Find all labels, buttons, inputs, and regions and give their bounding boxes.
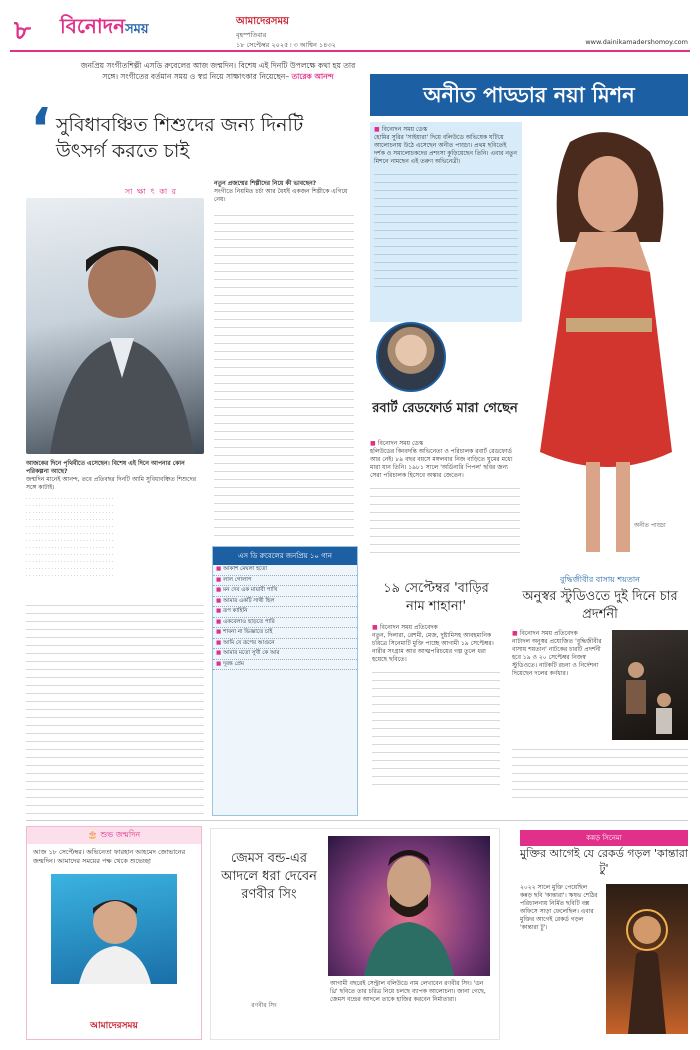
kantara-headline: মুক্তির আগেই যে রেকর্ড গড়ল 'কান্তারা টু' [520,847,688,875]
woman-in-red-dress-icon [500,122,688,552]
shahana-section-label: ■ বিনোদন সময় প্রতিবেদক [372,624,438,631]
kantara-label: কন্নড় সিনেমা [520,830,688,846]
song-item: ■ আকাশ মেঘলা হতো [213,565,357,576]
website[interactable]: www.dainikamadershomoy.com [585,38,688,46]
movie-poster-figure-icon [606,884,688,1034]
theatre-kicker: বুদ্ধিজীবীর বাসায় শয়তান [560,575,640,584]
rubel-photo [26,198,204,454]
song-item: ■ রূপ কাহিনি [213,607,357,618]
quote-mark-icon: ‘ [30,97,52,162]
theatre-headline: অনুস্বর স্টুডিওতে দুই দিনে চার প্রদর্শনী [522,589,678,622]
header-date: ১৮ সেপ্টেম্বর ২০২৫ ৷ ৩ আশ্বিন ১৪৩২ [236,41,336,49]
section-title-part1: বিনোদন [60,14,126,38]
ranveer-headline: জেমস বন্ড-এর আদলে ধরা দেবেন রণবীর সিং [221,851,317,902]
interview-intro-text: জনপ্রিয় সংগীতশিল্পী এসডি রুবেলের আজ জন্মদিন। বিশেষ এই দিনটি উপলক্ষে কথা হয় তার সঙ্গে। সংগীতের বর্তমান সময় ও স্বপ্ন নিয়ে সাক্ষাৎকার নিয়েছেন– [80,61,356,81]
songs-list [213,565,357,670]
anindo-caption: অনীত পাড্ডা [634,522,666,529]
interview-text-lines [214,210,354,540]
interview-a1: জন্মদিন মানেই আনন্দ, তবে প্রতিবছর দিনটি আমি সুবিধাবঞ্চিত শিশুদের সঙ্গে কাটাই। [26,476,197,491]
redford-body: হলিউডের কিংবদন্তি অভিনেতা ও পরিচালক রবার্ট রেডফোর্ড আর নেই। ৮৯ বছর বয়সে মঙ্গলবার নিজ বাড়িতে ঘুমের মধ্যে মারা যান তিনি। ১৯৮১ সালে 'অর্ডিনারি পিপল' ছবির জন্য সেরা পরিচালক হিসেবে অস্কার জেতেন। [370,448,513,479]
anindo-body: হোমির সুরির 'সাইয়ারা' দিয়ে বলিউডে অভিষেক ঘটিয়ে আলোচনায় উঠে এসেছেন অনীত পাড্ডা। প্রথম ছবিতেই দর্শক ও সমালোচকদের প্রশংসা কুড়িয়েছেন তিনি। এবার নতুন মিশনে নামছেন এই তরুণ অভিনেত্রী। [374,134,517,165]
masthead-logo: আমাদেরসময় [236,16,289,27]
cake-icon: 🎂 [87,830,101,839]
song-item: ■ শাবনা না ভিজ্ঞাতে চাই [213,628,357,639]
stage-performers-icon [612,630,688,740]
kantara-poster [606,884,688,1034]
man-with-beard-icon [328,836,490,976]
interview-intro [78,60,358,82]
birthday-label: 🎂 শুভ জন্মদিন [27,827,201,844]
interview-tag: সা ক্ষা ৎ কা র [124,187,178,196]
interview-headline: সুবিধাবঞ্চিত শিশুদের জন্য দিনটি উৎসর্গ করতে চাই [56,114,304,162]
theatre-photo [612,630,688,740]
interview-body-col1: আজকের দিনে পৃথিবীতে এসেছেন। বিশেষ এই দিনে আপনার কোন পরিকল্পনা আছে? জন্মদিন মানেই আনন্দ, তবে প্রতিবছর দিনটি আমি সুবিধাবঞ্চিত শিশুদের সঙ্গে কাটাই। · · · · · · · · · · · · · · · · · · · · · · · · · · · · · · · · · · · · · · · · · · · · · · · · · · · · · · · · · · · · · · · · · · · · · · · · · · · · · · · · · · · · · · · · · · · · · · · · · · · · · · · · · · · · · · · · · · · · · · · · · · · · · · · · · · · · · · · · · · · · · · · · · · · · · · · · · · · · · · · · · · · · · · · · · · · · · · · · · · · · · · · · · · · · · · · · · · · · · · · · · · · · · · · · · · · · · · · · · · · · · · · · · · · · · · · · · · · · · · · · · · · · · · · · · · · · · · · · · · · · · · · · · · · · · · · · · · · · · · · · · · · · · · · · · · · · · · · · · · · · · · · · · · · · · · · · · · · · · · · · · · · · · · · · · · · · · · · · [26,460,204,580]
redford-text [370,440,520,553]
theatre-body: নাট্যদল অনুস্বর প্রযোজিত 'বুদ্ধিজীবীর বাসায় শয়তান' নাটকের চারটি প্রদর্শনী হবে ১৯ ও ২০ সেপ্টেম্বর নিজস্ব স্টুডিওতে। নাটকটি রচনা ও নির্দেশনা দিয়েছেন দলের কর্ণধার। [512,638,602,677]
interview-body-col2 [214,180,354,204]
bottom-separator [26,820,688,821]
header-day: বৃহস্পতিবার [236,31,267,39]
person-portrait-icon [51,874,179,984]
anindo-photo [500,122,688,552]
song-item: ■ একবেলাও ছাড়তে পারি [213,618,357,629]
redford-photo [376,322,446,392]
header-rule [10,50,690,52]
ranveer-photo [328,836,490,976]
kantara-text: ২০২২ সালে মুক্তি পেয়েছিল কন্নড় ছবি 'কান্তারা'। ঋষভ শেঠির পরিচালনায় নির্মিত ছবিটি বক্স অফিসে সাড়া ফেলেছিল। এবার মুক্তির আগেই রেকর্ড গড়ল 'কান্তারা টু'। [520,884,598,931]
section-title-part2: সময় [125,22,149,37]
ranveer-caption: রণবীর সিং [251,1002,277,1009]
birthday-text: আজ ১৮ সেপ্টেম্বর। অভিনেতা ফারহান আহমেদ জোভানের জন্মদিন। আমাদের সময়ের পক্ষ থেকে শুভেচ্ছা [33,848,186,865]
anindo-headline: অনীত পাড্ডার নয়া মিশন [423,83,635,107]
interview-q2: নতুন প্রজন্মের শিল্পীদের নিয়ে কী ভাবছেন? [214,180,317,187]
shahana-text [372,624,500,785]
interview-text-lines-bottom [26,600,204,816]
jovan-photo [51,874,177,984]
shahana-body: নতুন, দিলারা, রেশমী, মেজ, দুষ্টামিসহ আবহমানিক চরিত্রে সিনেমাটি মুক্তি পাচ্ছে আগামী ১৯ সেপ্টেম্বর। নারীর সংগ্রাম আর আত্মপরিচয়ের গল্প তুলে ধরা হয়েছে ছবিতে। [372,632,494,663]
section-title [60,12,149,45]
song-item: ■ আমার একটি সাথী ছিল [213,597,357,608]
interview-byline: তারেক আনন্দ [291,72,334,81]
song-item: ■ দূরন্ত প্রেম [213,660,357,671]
person-silhouette-icon [26,198,204,454]
interview-q1: আজকের দিনে পৃথিবীতে এসেছেন। বিশেষ এই দিনে আপনার কোন পরিকল্পনা আছে? [26,460,185,475]
songs-box [212,546,358,816]
song-item: ■ লাল গোলাপ [213,576,357,587]
songs-box-title: এস ডি রুবেলের জনপ্রিয় ১০ গান [213,547,357,565]
shahana-headline: ১৯ সেপ্টেম্বর 'বাড়ির নাম শাহানা' [383,581,489,614]
interview-a2: সংগীতে নিয়মিত চর্চা আর ধৈর্যই একজন শিল্পীকে এগিয়ে নেয়। [214,188,348,203]
song-item: ■ মন দেব এক মায়াবী পাখি [213,586,357,597]
song-item: ■ আমার মতো সুখী কে আর [213,649,357,660]
birthday-logo: আমাদেরসময় [90,1021,138,1031]
theatre-text [512,630,608,678]
redford-section-label: ■ বিনোদন সময় ডেস্ক [370,440,424,447]
birthday-box [26,826,202,1040]
song-item: ■ আমি যে রূপের আগুনে [213,639,357,650]
ranveer-body: আগামী বছরেই সেন্ট্রাল বলিউডে নাম লেখাবেন রণবীর সিং। 'ডন থ্রি' ছবিতে তার চরিত্র নিয়ে চলছে ব্যাপক আলোচনা। জানা গেছে, জেমস বন্ডের আদলে তাকে হাজির করবেন নির্মাতারা। [330,980,486,1003]
page-number: ৮ [14,16,31,46]
theatre-section-label: ■ বিনোদন সময় প্রতিবেদক [512,630,578,637]
anindo-section-label: ■ বিনোদন সময় ডেস্ক [374,126,428,133]
theatre-text-lines [512,744,688,804]
redford-headline: রবার্ট রেডফোর্ড মারা গেছেন [372,401,518,416]
